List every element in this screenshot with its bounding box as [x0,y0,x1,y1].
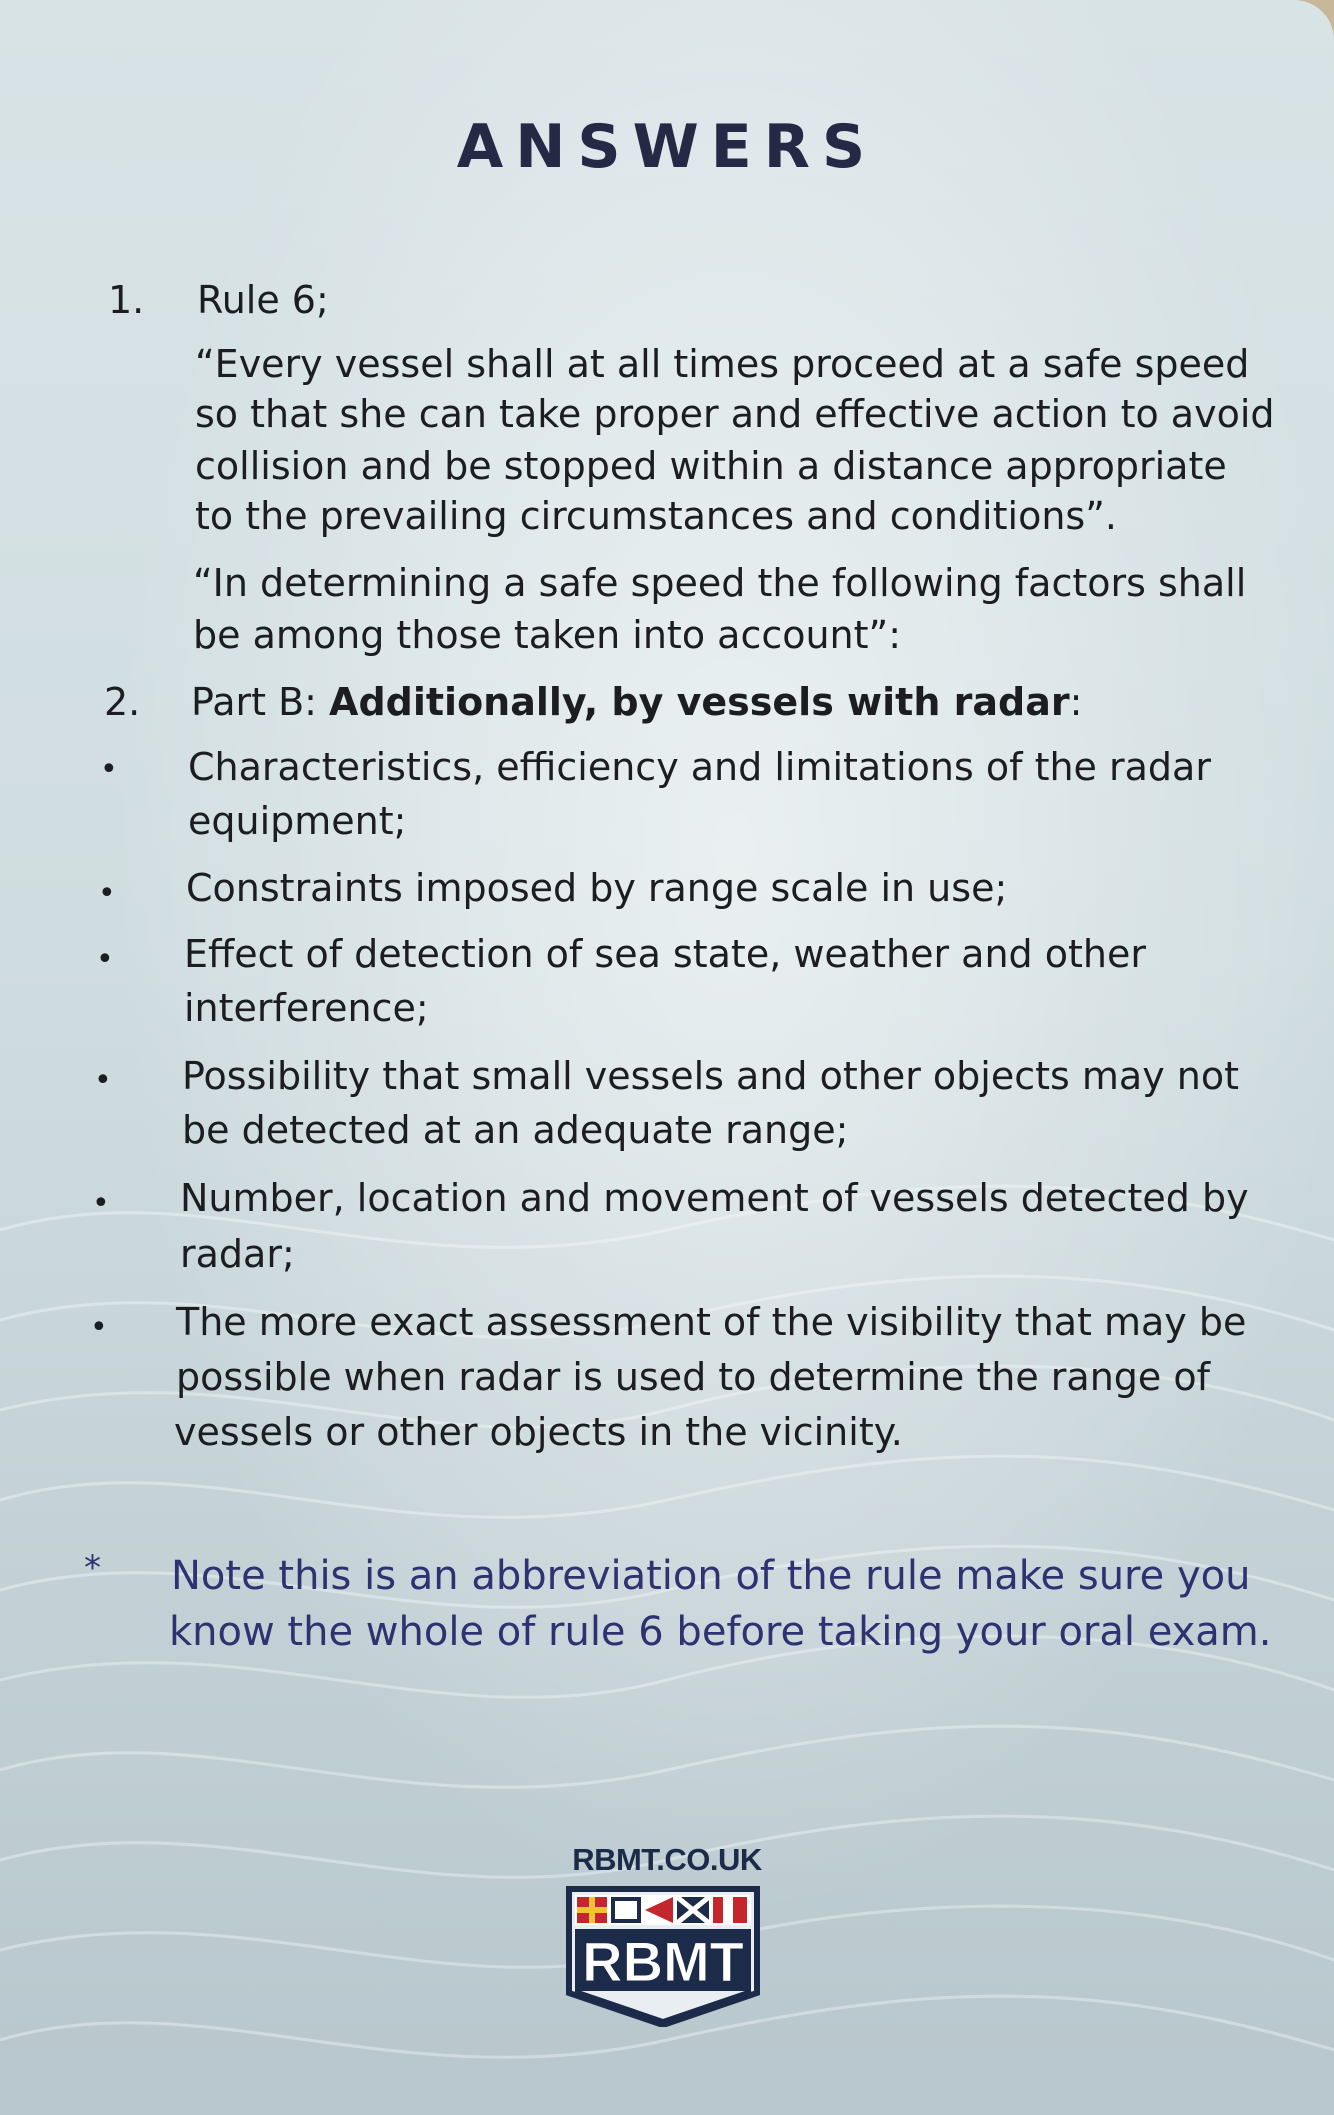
website-label: RBMT.CO.UK [572,1842,762,1877]
bullet-marker: • [98,876,116,911]
note-line-1: Note this is an abbreviation of the rule make sure you [171,1553,1251,1599]
bullet-marker: • [100,752,118,787]
item-2-suffix: : [1069,680,1083,724]
quote-1-line-4: to the prevailing circumstances and conditions”. [195,494,1117,538]
bullet-2-line-1: Constraints imposed by range scale in use; [186,866,1008,910]
quote-1-line-1: “Every vessel shall at all times proceed at a safe speed [195,342,1250,386]
bullet-6-line-2: possible when radar is used to determine the range of [176,1355,1210,1399]
bullet-6-line-3: vessels or other objects in the vicinity. [174,1410,903,1454]
note-line-2: know the whole of rule 6 before taking your oral exam. [169,1609,1272,1655]
logo-letters: RBMT [582,1930,744,1993]
item-1-heading: Rule 6; [197,278,329,322]
quote-1-line-2: so that she can take proper and effective action to avoid [195,392,1275,436]
item-2-bold-text: Additionally, by vessels with radar [329,680,1070,724]
note-asterisk: * [84,1548,101,1588]
bullet-marker: • [96,942,114,977]
bullet-6-line-1: The more exact assessment of the visibility that may be [176,1300,1247,1344]
quote-2-line-2: be among those taken into account”: [193,613,902,657]
bullet-3-line-2: interference; [184,986,429,1030]
bullet-marker: • [92,1186,110,1221]
bullet-5-line-2: radar; [180,1232,295,1276]
quote-1-line-3: collision and be stopped within a distance appropriate [195,444,1227,488]
bullet-1-line-2: equipment; [188,799,407,843]
item-2-heading [191,676,1082,728]
page-title: ANSWERS [456,112,878,182]
rbmt-logo [565,1885,761,2027]
item-2-prefix: Part B: [191,680,330,724]
quote-2-line-1: “In determining a safe speed the following factors shall [193,561,1247,605]
bullet-4-line-1: Possibility that small vessels and other objects may not [182,1054,1240,1098]
item-2-number: 2. [104,680,141,724]
bullet-4-line-2: be detected at an adequate range; [182,1108,849,1152]
bullet-3-line-1: Effect of detection of sea state, weather and other [184,932,1146,976]
item-1-number: 1. [108,278,145,322]
bullet-marker: • [90,1310,108,1345]
bullet-5-line-1: Number, location and movement of vessels detected by [180,1176,1249,1220]
bullet-marker: • [94,1063,112,1098]
bullet-1-line-1: Characteristics, efficiency and limitations of the radar [188,745,1211,789]
